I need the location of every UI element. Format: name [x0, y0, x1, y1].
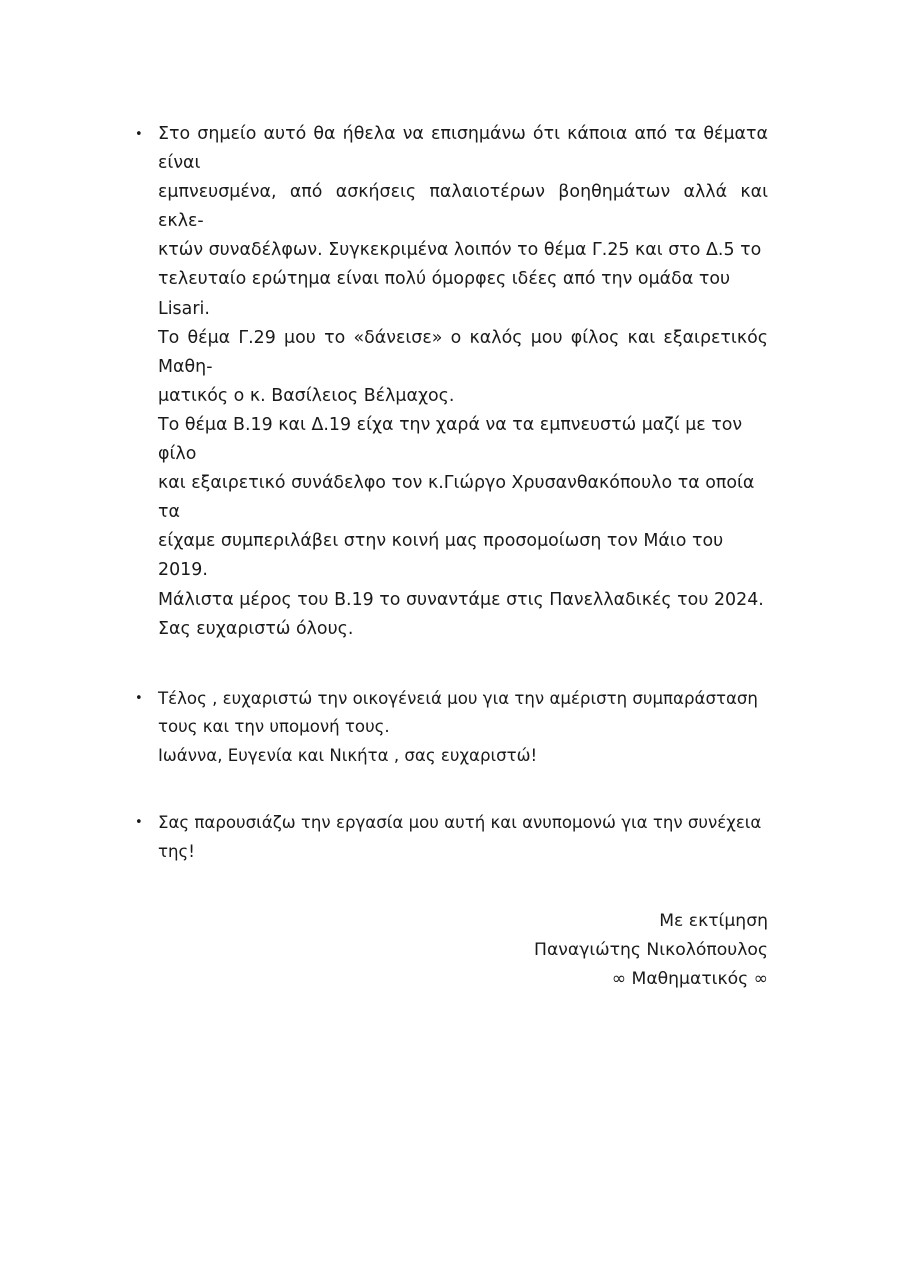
bullet-2-line-1: Τέλος , ευχαριστώ την οικογένειά μου για την αμέριστη συμπαράσταση — [158, 688, 758, 708]
paragraph-spacer-2 — [135, 770, 768, 809]
bullet-1-line-6: ματικός ο κ. Βασίλειος Βέλμαχος. — [158, 385, 455, 406]
bullet-marker-icon: • — [135, 815, 143, 831]
bullet-1-line-8: και εξαιρετικό συνάδελφο τον κ.Γιώργο Χρυσανθακόπουλο τα οποία τα — [158, 473, 755, 523]
bullet-marker-icon: • — [135, 127, 143, 142]
document-content — [135, 120, 768, 994]
bullet-3-line-2: της! — [158, 842, 195, 862]
bullet-1-line-10: Μάλιστα μέρος του Β.19 το συναντάμε στις Πανελλαδικές του 2024. — [158, 589, 764, 610]
bullet-2-line-2: τους και την υπομονή τους. — [158, 717, 390, 737]
signature-name: Παναγιώτης Νικολόπουλος — [534, 939, 768, 960]
signature-title: ∞ Μαθηματικός ∞ — [611, 969, 768, 990]
bullet-1-line-3: κτών συναδέλφων. Συγκεκριμένα λοιπόν το θέμα Γ.25 και στο Δ.5 το — [158, 240, 762, 261]
bullet-1-line-2: εμπνευσμένα, από ασκήσεις παλαιοτέρων βοηθημάτων αλλά και εκλε- — [158, 182, 768, 232]
signature-spacer — [135, 867, 768, 907]
bullet-1-line-4: τελευταίο ερώτημα είναι πολύ όμορφες ιδέες από την ομάδα του Lisari. — [158, 269, 731, 319]
bullet-1-line-9: είχαμε συμπεριλάβει στην κοινή μας προσομοίωση τον Μάιο του 2019. — [158, 531, 724, 581]
bullet-1-line-5: Το θέμα Γ.29 μου το «δάνεισε» ο καλός μου φίλος και εξαιρετικός Μαθη- — [158, 327, 768, 377]
bullet-2-line-3: Ιωάννα, Ευγενία και Νικήτα , σας ευχαριστώ! — [158, 745, 538, 765]
signature-block — [135, 907, 768, 995]
bullet-3-line-1: Σας παρουσιάζω την εργασία μου αυτή και ανυπομονώ για την συνέχεια — [158, 813, 762, 833]
bullet-marker-icon: • — [135, 690, 143, 706]
bullet-item-3 — [135, 809, 768, 866]
paragraph-spacer-1 — [135, 644, 768, 685]
bullet-1-line-11: Σας ευχαριστώ όλους. — [158, 618, 354, 639]
bullet-1-line-1: Στο σημείο αυτό θα ήθελα να επισημάνω ότι κάποια από τα θέματα είναι — [158, 124, 768, 174]
bullet-1-line-7: Το θέμα Β.19 και Δ.19 είχα την χαρά να τα εμπνευστώ μαζί με τον φίλο — [158, 414, 743, 465]
signature-closing: Με εκτίμηση — [659, 910, 768, 931]
bullet-item-1 — [135, 120, 768, 644]
bullet-item-2 — [135, 685, 768, 771]
